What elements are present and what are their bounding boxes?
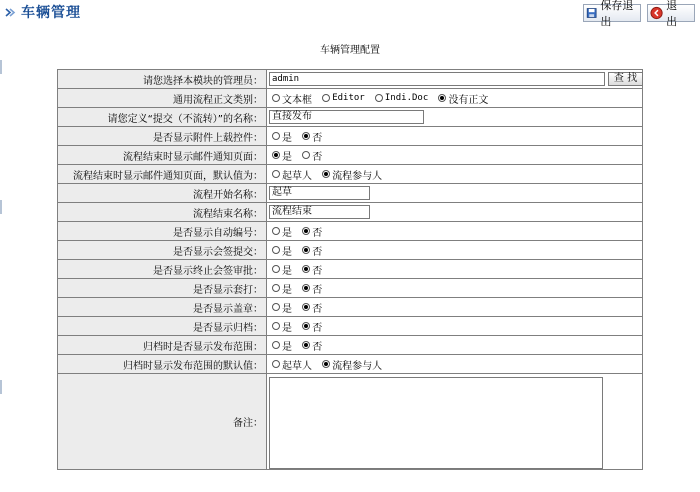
- stamp-radio-no[interactable]: [302, 303, 310, 311]
- admin-label: 请您选择本模块的管理员：: [58, 70, 267, 89]
- radio-label: Indi.Doc: [384, 93, 429, 103]
- save-exit-label: 保存退出: [600, 0, 634, 28]
- archive-scope-radio-yes[interactable]: [272, 341, 280, 349]
- table-row: [58, 165, 643, 184]
- archive-scope-label: 归档时是否显示发布范围：: [58, 336, 267, 355]
- radio-label: Editor: [332, 93, 365, 103]
- radio-label: 否: [312, 341, 323, 353]
- archive-label: 是否显示归档：: [58, 317, 267, 336]
- radio-label: 文本框: [282, 94, 312, 106]
- radio-label: 起草人: [282, 170, 312, 182]
- remarks-label: 备注：: [58, 374, 267, 470]
- doc-type-label: 通用流程正文类别：: [58, 89, 267, 108]
- radio-label: 是: [282, 151, 292, 163]
- radio-label: 流程参与人: [332, 360, 383, 372]
- mail-default-radio-participants[interactable]: [322, 170, 330, 178]
- stamp-radio-yes[interactable]: [272, 303, 280, 311]
- left-edge-marker: [0, 60, 2, 74]
- radio-label: 是: [282, 303, 292, 315]
- print-label: 是否显示套打：: [58, 279, 267, 298]
- radio-label: 否: [312, 322, 323, 334]
- start-name-label: 流程开始名称：: [58, 184, 267, 203]
- config-title: 车辆管理配置: [320, 45, 380, 56]
- archive-default-radio-participants[interactable]: [322, 360, 330, 368]
- title-arrow-icon: [4, 6, 17, 19]
- table-row: [58, 317, 643, 336]
- exit-label: 退 出: [666, 0, 678, 28]
- exit-icon: [650, 6, 663, 20]
- attach-radio-no[interactable]: [302, 132, 310, 140]
- left-edge-marker: [0, 380, 2, 394]
- countersign-radio-no[interactable]: [302, 246, 310, 254]
- table-row: [58, 279, 643, 298]
- table-row: [58, 241, 643, 260]
- save-exit-button[interactable]: [583, 0, 641, 28]
- radio-label: 否: [312, 151, 323, 163]
- print-radio-yes[interactable]: [272, 284, 280, 292]
- exit-button[interactable]: [647, 0, 695, 28]
- table-row: [58, 374, 643, 470]
- countersign-label: 是否显示会签提交：: [58, 241, 267, 260]
- radio-label: 是: [282, 322, 292, 334]
- table-row: [58, 336, 643, 355]
- radio-label: 是: [282, 284, 292, 296]
- doc-type-radio-indidoc[interactable]: [375, 94, 383, 102]
- radio-label: 否: [312, 132, 323, 144]
- table-row: [58, 70, 643, 89]
- radio-label: 是: [282, 341, 292, 353]
- countersign-radio-yes[interactable]: [272, 246, 280, 254]
- radio-label: 否: [312, 227, 323, 239]
- radio-label: 是: [282, 227, 292, 239]
- mail-notify-radio-no[interactable]: [302, 151, 310, 159]
- archive-radio-yes[interactable]: [272, 322, 280, 330]
- radio-label: 起草人: [282, 360, 312, 372]
- page-header: [4, 3, 81, 21]
- auto-number-radio-yes[interactable]: [272, 227, 280, 235]
- terminate-radio-yes[interactable]: [272, 265, 280, 273]
- radio-label: 否: [312, 246, 323, 258]
- table-row: [58, 184, 643, 203]
- doc-type-radio-none[interactable]: [438, 94, 446, 102]
- radio-label: 是: [282, 246, 292, 258]
- table-row: [58, 89, 643, 108]
- terminate-radio-no[interactable]: [302, 265, 310, 273]
- config-table: [57, 69, 643, 470]
- radio-label: 否: [312, 303, 323, 315]
- radio-label: 流程参与人: [332, 170, 383, 182]
- submit-name-label: 请您定义“提交（不流转）”的名称：: [58, 108, 267, 127]
- doc-type-radio-textbox[interactable]: [272, 94, 280, 102]
- table-row: [58, 222, 643, 241]
- end-name-input[interactable]: 流程结束: [269, 205, 370, 219]
- archive-scope-radio-no[interactable]: [302, 341, 310, 349]
- archive-scope-default-label: 归档时显示发布范围的默认值：: [58, 355, 267, 374]
- table-row: [58, 260, 643, 279]
- remarks-textarea[interactable]: [269, 377, 603, 469]
- mail-default-radio-drafter[interactable]: [272, 170, 280, 178]
- mail-notify-radio-yes[interactable]: [272, 151, 280, 159]
- archive-default-radio-drafter[interactable]: [272, 360, 280, 368]
- table-row: [58, 355, 643, 374]
- table-row: [58, 108, 643, 127]
- find-button[interactable]: 查 找: [608, 72, 643, 86]
- stamp-label: 是否显示盖章：: [58, 298, 267, 317]
- radio-label: 是: [282, 132, 292, 144]
- mail-default-label: 流程结束时显示邮件通知页面，默认值为：: [58, 165, 267, 184]
- attach-radio-yes[interactable]: [272, 132, 280, 140]
- radio-label: 否: [312, 284, 323, 296]
- table-row: [58, 127, 643, 146]
- save-icon: [586, 6, 597, 20]
- table-row: [58, 203, 643, 222]
- page-title: 车辆管理: [21, 5, 81, 21]
- table-row: [58, 298, 643, 317]
- mail-notify-label: 流程结束时显示邮件通知页面：: [58, 146, 267, 165]
- radio-label: 没有正文: [448, 94, 489, 106]
- admin-input[interactable]: admin: [269, 72, 605, 86]
- radio-label: 否: [312, 265, 323, 277]
- submit-name-input[interactable]: 直接发布: [269, 110, 424, 124]
- auto-number-label: 是否显示自动编号：: [58, 222, 267, 241]
- print-radio-no[interactable]: [302, 284, 310, 292]
- doc-type-radio-editor[interactable]: [322, 94, 330, 102]
- radio-label: 是: [282, 265, 292, 277]
- terminate-label: 是否显示终止会签审批：: [58, 260, 267, 279]
- end-name-label: 流程结束名称：: [58, 203, 267, 222]
- attach-label: 是否显示附件上载控件：: [58, 127, 267, 146]
- start-name-input[interactable]: 起草: [269, 186, 370, 200]
- left-edge-marker: [0, 200, 2, 214]
- table-row: [58, 146, 643, 165]
- archive-radio-no[interactable]: [302, 322, 310, 330]
- auto-number-radio-no[interactable]: [302, 227, 310, 235]
